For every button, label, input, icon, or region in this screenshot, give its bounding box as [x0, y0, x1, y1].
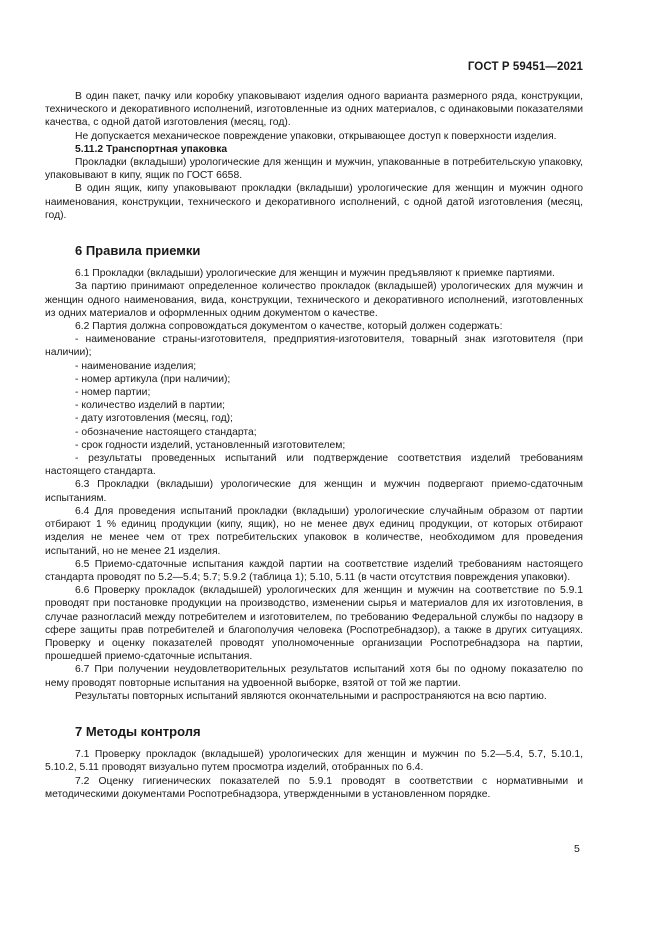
paragraph-packaging: В один пакет, пачку или коробку упаковывают изделия одного варианта размерного ряда, конструкции, технического и декоративного исполнений, изготовленные из одних материалов, с одинаковыми показателями качества, с одной датой изготовления (месяц, год). [45, 91, 583, 129]
section-heading-7: 7 Методы контроля [75, 723, 201, 739]
paragraph-6-1: 6.1 Прокладки (вкладыши) урологические для женщин и мужчин предъявляют к приемке партиями. [75, 268, 555, 280]
subsection-heading-transport: 5.11.2 Транспортная упаковка [75, 143, 228, 155]
paragraph-one-box: В один ящик, кипу упаковывают прокладки (вкладыши) урологические для женщин и мужчин одного наименования, конструкции, технического и декоративного исполнений, с одной датой изготовления (месяц, год). [45, 183, 583, 221]
page-number: 5 [574, 843, 580, 855]
list-item: - наименование изделия; [75, 360, 197, 372]
section-heading-6: 6 Правила приемки [75, 243, 201, 259]
list-item: - номер партии; [75, 387, 151, 399]
paragraph-transport-pack: Прокладки (вкладыши) урологические для женщин и мужчин, упакованные в потребительскую упаковку, упаковывают в кипу, ящик по ГОСТ 6658. [45, 157, 583, 182]
standard-header: ГОСТ Р 59451—2021 [467, 61, 583, 73]
paragraph-6-4: 6.4 Для проведения испытаний прокладки (вкладыши) урологические случайным образом от партии отбирают 1 % единиц продукции (кипу, ящик), но не менее двух единиц продукции, от которых отбирают изделия не менее чем от трех потребительских упаковок в количестве, необходимом для проведения испытаний, но не менее 21 изделия. [45, 505, 583, 557]
list-item: - обозначение настоящего стандарта; [75, 426, 257, 438]
page-content [45, 90, 583, 801]
list-item: - количество изделий в партии; [75, 400, 225, 412]
paragraph-6-6: 6.6 Проверку прокладок (вкладышей) урологических для женщин и мужчин на соответствие по 5.9.1 проводят при постановке продукции на производство, изменении сырья и материалов для их изготовления, в случае разногласий между потребителем и изготовителем, по требованию Федеральной службы по надзору в сфере защиты прав потребителей и благополучия человека (Роспотребнадзор), а также в других ситуациях. Проверку и оценку показателей проводят уполномоченные организации Роспотребнадзора на партии, прошедшей приемо-сдаточные испытания. [45, 585, 583, 663]
paragraph-no-damage: Не допускается механическое повреждение упаковки, открывающее доступ к поверхности изделия. [75, 130, 557, 142]
paragraph-6-3: 6.3 Прокладки (вкладыши) урологические для женщин и мужчин подвергают приемо-сдаточным испытаниям. [45, 479, 583, 504]
paragraph-7-1: 7.1 Проверку прокладок (вкладышей) урологических для женщин и мужчин по 5.2—5.4, 5.7, 5.10.1, 5.10.2, 5.11 проводят визуально путем просмотра изделий, отобранных по 6.4. [45, 749, 583, 774]
list-item: - результаты проведенных испытаний или подтверждение соответствия изделий требованиям настоящего стандарта. [45, 453, 583, 478]
paragraph-6-7: 6.7 При получении неудовлетворительных результатов испытаний хотя бы по одному показателю по нему проводят повторные испытания на удвоенной выборке, взятой от той же партии. [45, 664, 583, 689]
paragraph-batch: За партию принимают определенное количество прокладок (вкладышей) урологических для мужчин и женщин одного наименования, вида, конструкции, технического и декоративного исполнений, изготовленных из одних материалов и оформленных одним документом о качестве. [45, 281, 583, 319]
paragraph-7-2: 7.2 Оценку гигиенических показателей по 5.9.1 проводят в соответствии с нормативными и методическими документами Роспотребнадзора, утвержденными в установленном порядке. [45, 775, 583, 800]
paragraph-6-2: 6.2 Партия должна сопровождаться документом о качестве, который должен содержать: [75, 321, 503, 333]
list-item: - наименование страны-изготовителя, предприятия-изготовителя, товарный знак изготовителя (при наличии); [45, 334, 583, 359]
paragraph-6-5: 6.5 Приемо-сдаточные испытания каждой партии на соответствие изделий требованиям настоящего стандарта проводят по 5.2—5.4; 5.7; 5.9.2 (таблица 1); 5.10, 5.11 (в части отсутствия повреждения упаковки). [45, 558, 583, 583]
paragraph-retest-results: Результаты повторных испытаний являются окончательными и распространяются на всю партию. [75, 690, 547, 702]
list-item: - номер артикула (при наличии); [75, 373, 231, 385]
list-item: - срок годности изделий, установленный изготовителем; [75, 439, 346, 451]
list-item: - дату изготовления (месяц, год); [75, 413, 233, 425]
